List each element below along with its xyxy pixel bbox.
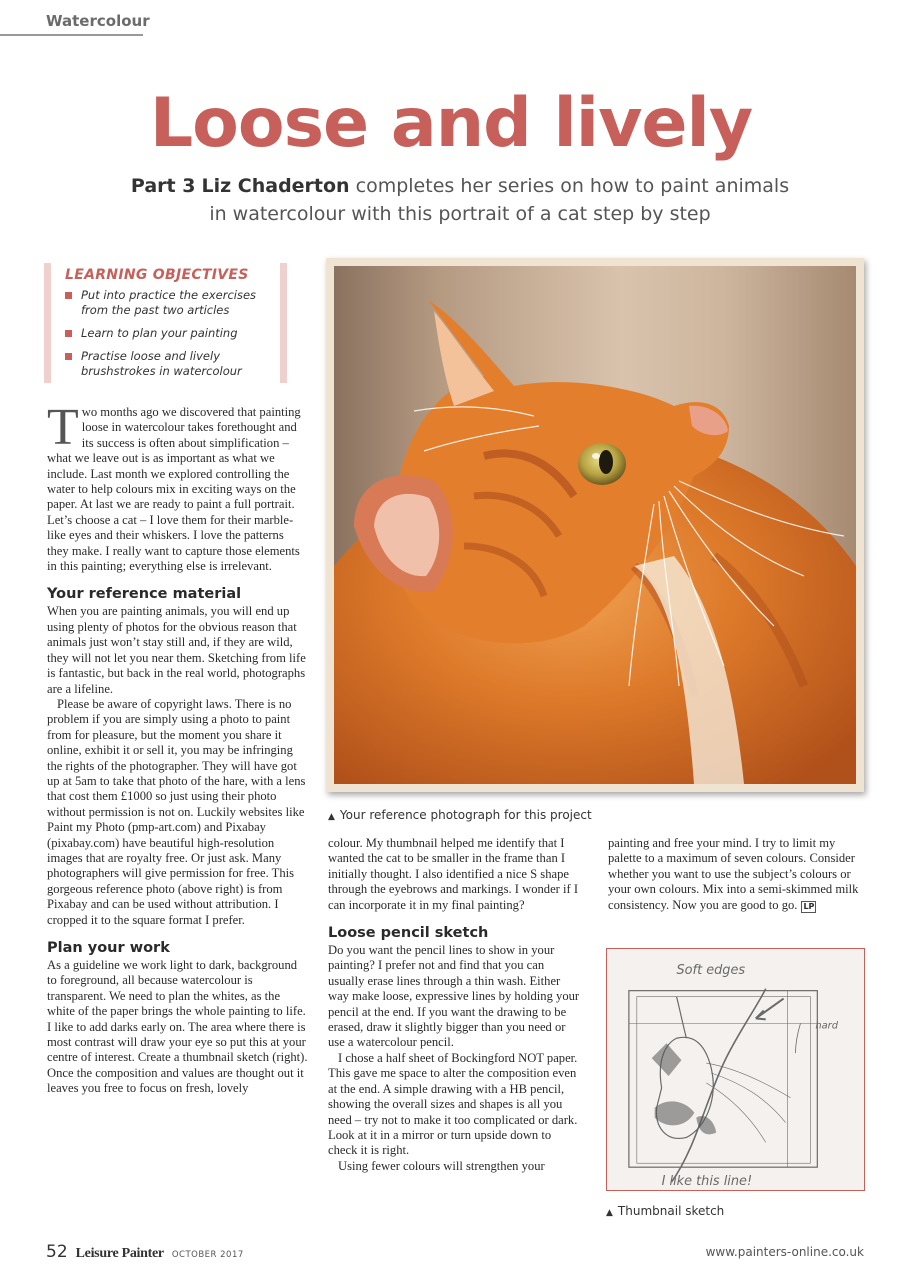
photo-caption: ▲ Your reference photograph for this project <box>328 808 592 822</box>
article-title: Loose and lively <box>149 84 753 163</box>
objective-item: Practise loose and lively brushstrokes in watercolour <box>65 349 274 379</box>
heading-sketch: Loose pencil sketch <box>328 925 489 942</box>
sketch-note-top: Soft edges <box>676 962 746 978</box>
part-label: Part 3 <box>130 175 196 197</box>
thumbnail-sketch <box>606 948 865 1191</box>
heading-plan: Plan your work <box>47 940 170 956</box>
column-1 <box>47 399 308 1097</box>
square-bullet-icon <box>65 330 72 337</box>
square-bullet-icon <box>65 292 72 299</box>
issue-date: OCTOBER 2017 <box>171 1250 244 1260</box>
magazine-logo: Leisure Painter <box>75 1246 164 1261</box>
objectives-heading: LEARNING OBJECTIVES <box>65 267 249 283</box>
paragraph: Using fewer colours will strengthen your <box>338 1158 545 1173</box>
paragraph: When you are painting animals, you will end up using plenty of photos for the obvious reason that animals just won’t stay still and, if they are wild, they will not let you near them. Sketching from life is fantastic, but back in the real world, photographs are a lifeline. <box>47 604 306 696</box>
objective-item: Learn to plan your painting <box>65 326 274 341</box>
section-tag: Watercolour <box>0 12 143 36</box>
sketch-note-bottom: I like this line! <box>661 1174 753 1190</box>
footer-left <box>46 1242 244 1262</box>
column-2 <box>328 836 582 1174</box>
sketch-caption: ▲ Thumbnail sketch <box>606 1204 725 1218</box>
heading-reference: Your reference material <box>47 586 242 603</box>
pencil-sketch-illustration <box>607 949 864 1190</box>
objective-item: Put into practice the exercises from the past two articles <box>65 288 274 318</box>
intro-paragraph: Two months ago we discovered that painting loose in watercolour takes forethought and its success is often about simplification – what we leave out is as important as what we include. Last month we explored controlling the water to help colours mix in exciting ways on the paper. At last we are ready to paint a full portrait. Let’s choose a cat – I love them for their marble-like eyes and their whiskers. I love the patterns they make. I really want to capture those elements in this painting; everything else is irrelevant. <box>47 399 301 574</box>
sketch-note-right: hard <box>815 1020 839 1032</box>
paragraph: Do you want the pencil lines to show in your painting? I prefer not and find that you can usually erase lines through a thin wash. Either way make loose, expressive lines by holding your pencil at the end. If you want the drawing to be erased, draw it slightly bigger than you need or use a watercolour pencil. <box>328 943 580 1050</box>
page-number: 52 <box>46 1242 68 1262</box>
paragraph: As a guideline we work light to dark, background to foreground, all because watercolour is transparent. We need to plan the whites, as the white of the paper brings the whole painting to life. I like to add darks early on. The area where there is most contrast will draw your eye so put this at your centre of interest. Create a thumbnail sketch (right). Once the composition and values are thought out it leaves you free to focus on fresh, lovely <box>47 958 308 1096</box>
triangle-up-icon: ▲ <box>328 812 335 822</box>
paragraph: colour. My thumbnail helped me identify that I wanted the cat to be smaller in the frame than I initially thought. I also identified a nice S shape through the eyebrows and markings. I wonder if I can incorporate it in my final painting? <box>328 836 579 912</box>
standfirst-text: completes her series on how to paint animals in watercolour with this portrait of a cat step by step <box>209 175 790 225</box>
objectives-list <box>65 288 274 379</box>
reference-photo-frame <box>326 258 864 792</box>
end-mark-icon: LP <box>803 901 815 911</box>
website-url[interactable]: www.painters-online.co.uk <box>705 1245 864 1259</box>
cat-reference-photo <box>334 266 856 784</box>
triangle-up-icon: ▲ <box>606 1208 613 1218</box>
square-bullet-icon <box>65 353 72 360</box>
drop-cap: T <box>47 399 79 456</box>
column-3 <box>608 836 862 913</box>
author-name: Liz Chaderton <box>201 175 350 197</box>
paragraph: painting and free your mind. I try to limit my palette to a maximum of seven colours. Consider whether you want to use the subject’s colours or your own colours. Mix into a semi-skimmed milk consistency. Now you are good to go. LP <box>608 836 859 912</box>
cat-illustration <box>334 266 856 784</box>
paragraph: Please be aware of copyright laws. There is no problem if you are simply using a photo to paint from for pleasure, but the moment you share it online, exhibit it or sell it, you may be infringing the rights of the photographer. They will have got up at 5am to take that photo of the hare, with a lens that cost them £1000 so just using their photo without permission is not on. Luckily websites like Paint my Photo (pmp-art.com) and Pixabay (pixabay.com) have beautiful high-resolution images that are royalty free. Or just ask. Many photographers will give permission for free. This gorgeous reference photo (above right) is from Pixabay and can be used without attribution. I cropped it to the square format I prefer. <box>47 696 306 927</box>
learning-objectives-box <box>44 263 287 383</box>
paragraph: I chose a half sheet of Bockingford NOT paper. This gave me space to alter the composition even at the end. A simple drawing with a HB pencil, showing the overall sizes and shapes is all you need – try not to make it too complicated or dark. Look at it in a mirror or turn upside down to check it is right. <box>328 1050 578 1158</box>
article-standfirst <box>120 172 800 228</box>
